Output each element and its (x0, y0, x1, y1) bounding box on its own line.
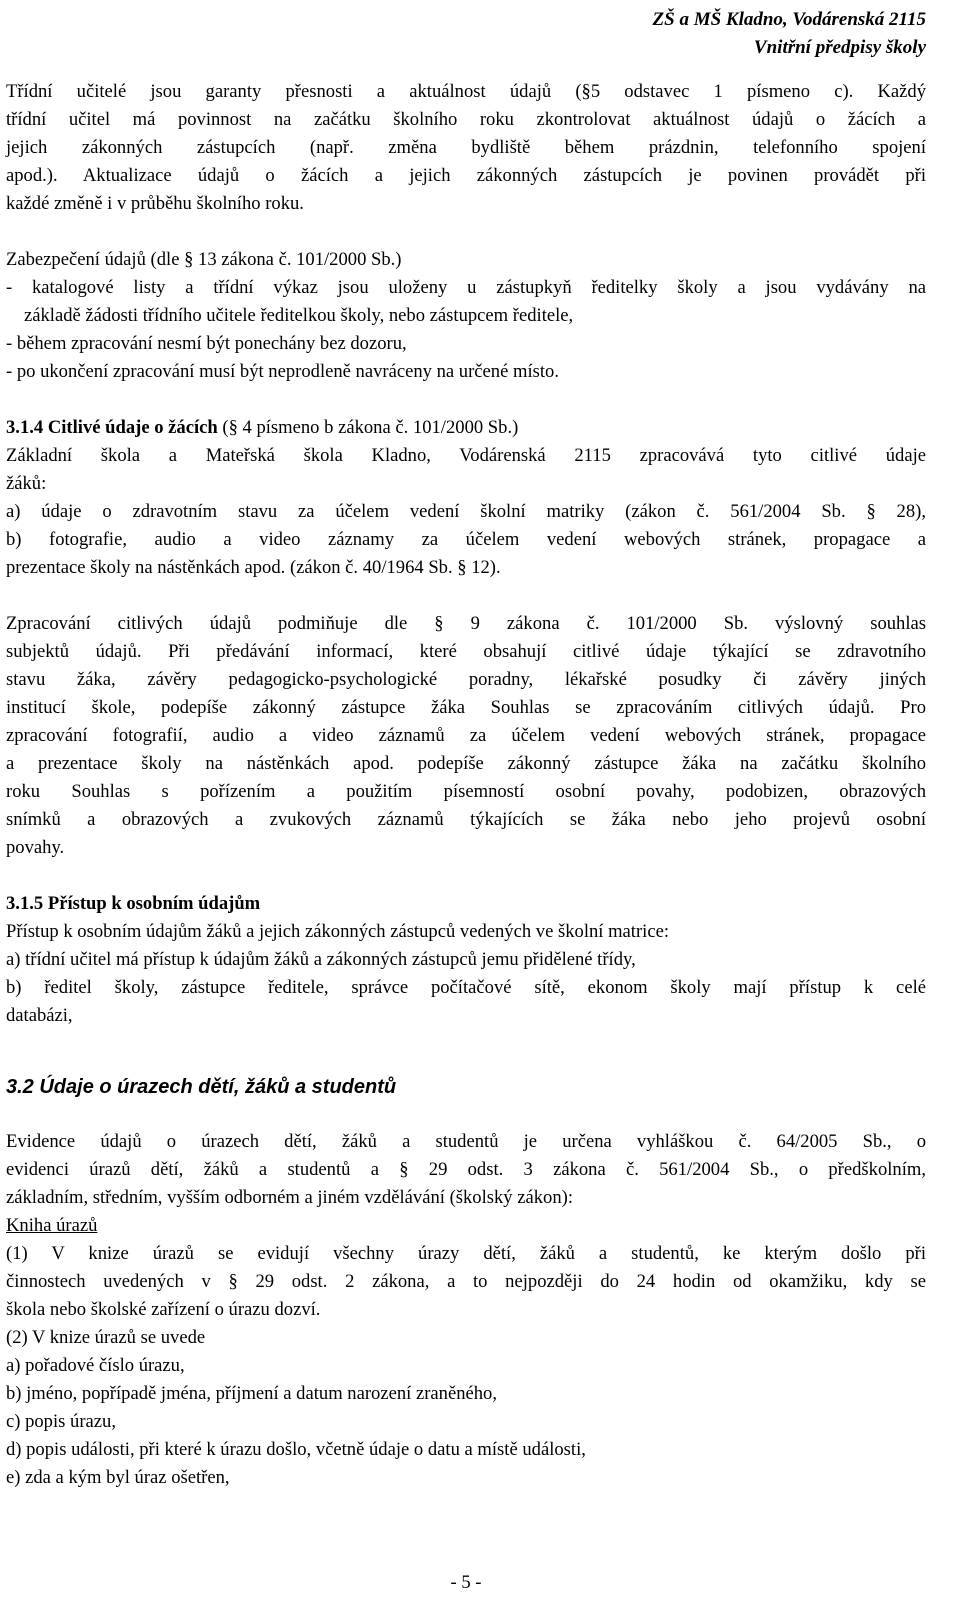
text-line: žáků: (6, 473, 47, 494)
text-line: povahy. (6, 837, 65, 858)
underlined-title: Kniha úrazů (6, 1215, 98, 1236)
paragraph-class-teachers (6, 78, 926, 218)
heading-bold: 3.1.4 Citlivé údaje o žácích (6, 417, 218, 438)
text-line: Zpracování citlivých údajů podmiňuje dle § 9 zákona č. 101/2000 Sb. výslovný souhlas (6, 613, 926, 634)
list-item: e) zda a kým byl úraz ošetřen, (6, 1467, 230, 1488)
text-line: činnostech uvedených v § 29 odst. 2 zákona, a to nejpozději do 24 hodin od okamžiku, kdy se (6, 1271, 926, 1292)
text-line: Evidence údajů o úrazech dětí, žáků a studentů je určena vyhláškou č. 64/2005 Sb., o (6, 1131, 926, 1152)
list-item-continuation: databázi, (6, 1005, 73, 1026)
text-line: jejich zákonných zástupcích (např. změna bydliště během prázdnin, telefonního spojení (6, 137, 926, 158)
text-line: škola nebo školské zařízení o úrazu dozví. (6, 1299, 321, 1320)
section-3-2 (6, 1128, 926, 1492)
text-line: třídní učitel má povinnost na začátku školního roku zkontrolovat aktuálnost údajů o žácích a (6, 109, 926, 130)
text-line: subjektů údajů. Při předávání informací, které obsahují citlivé údaje týkající se zdravotního (6, 641, 926, 662)
text-line: evidenci úrazů dětí, žáků a studentů a § 29 odst. 3 zákona č. 561/2004 Sb., o předškolním, (6, 1159, 926, 1180)
list-item: a) pořadové číslo úrazu, (6, 1355, 185, 1376)
text-line: apod.). Aktualizace údajů o žácích a jejich zákonných zástupcích je povinen provádět při (6, 165, 926, 186)
document-body (6, 78, 926, 1492)
list-item: - katalogové listy a třídní výkaz jsou uloženy u zástupkyň ředitelky školy a jsou vydávány na (6, 277, 926, 298)
list-item-continuation: základě žádosti třídního učitele ředitelkou školy, nebo zástupcem ředitele, (24, 305, 574, 326)
section-heading (6, 414, 926, 442)
text-line: Přístup k osobním údajům žáků a jejich zákonných zástupců vedených ve školní matrice: (6, 921, 670, 942)
text-line: zpracování fotografií, audio a video záznamů za účelem vedení webových stránek, propagace (6, 725, 926, 746)
list-item: - během zpracování nesmí být ponechány bez dozoru, (6, 333, 407, 354)
list-item: b) ředitel školy, zástupce ředitele, správce počítačové sítě, ekonom školy mají přístup k celé (6, 977, 926, 998)
header-doc-title: Vnitřní předpisy školy (753, 37, 926, 58)
text-line: každé změně i v průběhu školního roku. (6, 193, 304, 214)
text-line: stavu žáka, závěry pedagogicko-psychologické poradny, lékařské posudky či závěry jiných (6, 669, 926, 690)
section-title: Zabezpečení údajů (dle § 13 zákona č. 101/2000 Sb.) (6, 249, 402, 270)
text-line: (1) V knize úrazů se evidují všechny úrazy dětí, žáků a studentů, ke kterým došlo při (6, 1243, 926, 1264)
text-line: základním, středním, vyšším odborném a jiném vzdělávání (školský zákon): (6, 1187, 573, 1208)
section-heading-3-2: 3.2 Údaje o úrazech dětí, žáků a studentů (6, 1076, 397, 1098)
list-item: d) popis události, při které k úrazu došlo, včetně údaje o datu a místě události, (6, 1439, 586, 1460)
list-item: c) popis úrazu, (6, 1411, 116, 1432)
header-school-name: ZŠ a MŠ Kladno, Vodárenská 2115 (652, 9, 926, 30)
section-3-1-5 (6, 890, 926, 1030)
list-item: b) jméno, popřípadě jména, příjmení a datum narození zraněného, (6, 1383, 498, 1404)
subsection-title (6, 1212, 926, 1240)
list-item-continuation: prezentace školy na nástěnkách apod. (zákon č. 40/1964 Sb. § 12). (6, 557, 501, 578)
text-line: Základní škola a Mateřská škola Kladno, Vodárenská 2115 zpracovává tyto citlivé údaje (6, 445, 926, 466)
document-page (6, 0, 926, 1611)
page-header (653, 6, 926, 62)
text-line: roku Souhlas s pořízením a použitím písemností osobní povahy, podobizen, obrazových (6, 781, 926, 802)
page-number: - 5 - (450, 1572, 482, 1593)
list-item: a) třídní učitel má přístup k údajům žáků a zákonných zástupců jemu přidělené třídy, (6, 949, 636, 970)
paragraph-consent (6, 610, 926, 862)
text-line: institucí škole, podepíše zákonný zástupce žáka Souhlas se zpracováním citlivých údajů. Pro (6, 697, 926, 718)
list-item: b) fotografie, audio a video záznamy za účelem vedení webových stránek, propagace a (6, 529, 926, 550)
section-heading: 3.1.5 Přístup k osobním údajům (6, 893, 261, 914)
text-line: Třídní učitelé jsou garanty přesnosti a aktuálnost údajů (§5 odstavec 1 písmeno c). Každý (6, 81, 926, 102)
heading-rest: (§ 4 písmeno b zákona č. 101/2000 Sb.) (217, 417, 519, 438)
text-line: a prezentace školy na nástěnkách apod. podepíše zákonný zástupce žáka na začátku školního (6, 753, 926, 774)
list-item: - po ukončení zpracování musí být neprodleně navráceny na určené místo. (6, 361, 559, 382)
section-data-security (6, 246, 926, 386)
text-line: (2) V knize úrazů se uvede (6, 1327, 206, 1348)
section-3-1-4 (6, 414, 926, 582)
list-item: a) údaje o zdravotním stavu za účelem vedení školní matriky (zákon č. 561/2004 Sb. § 28), (6, 501, 926, 522)
text-line: snímků a obrazových a zvukových záznamů týkajících se žáka nebo jeho projevů osobní (6, 809, 926, 830)
